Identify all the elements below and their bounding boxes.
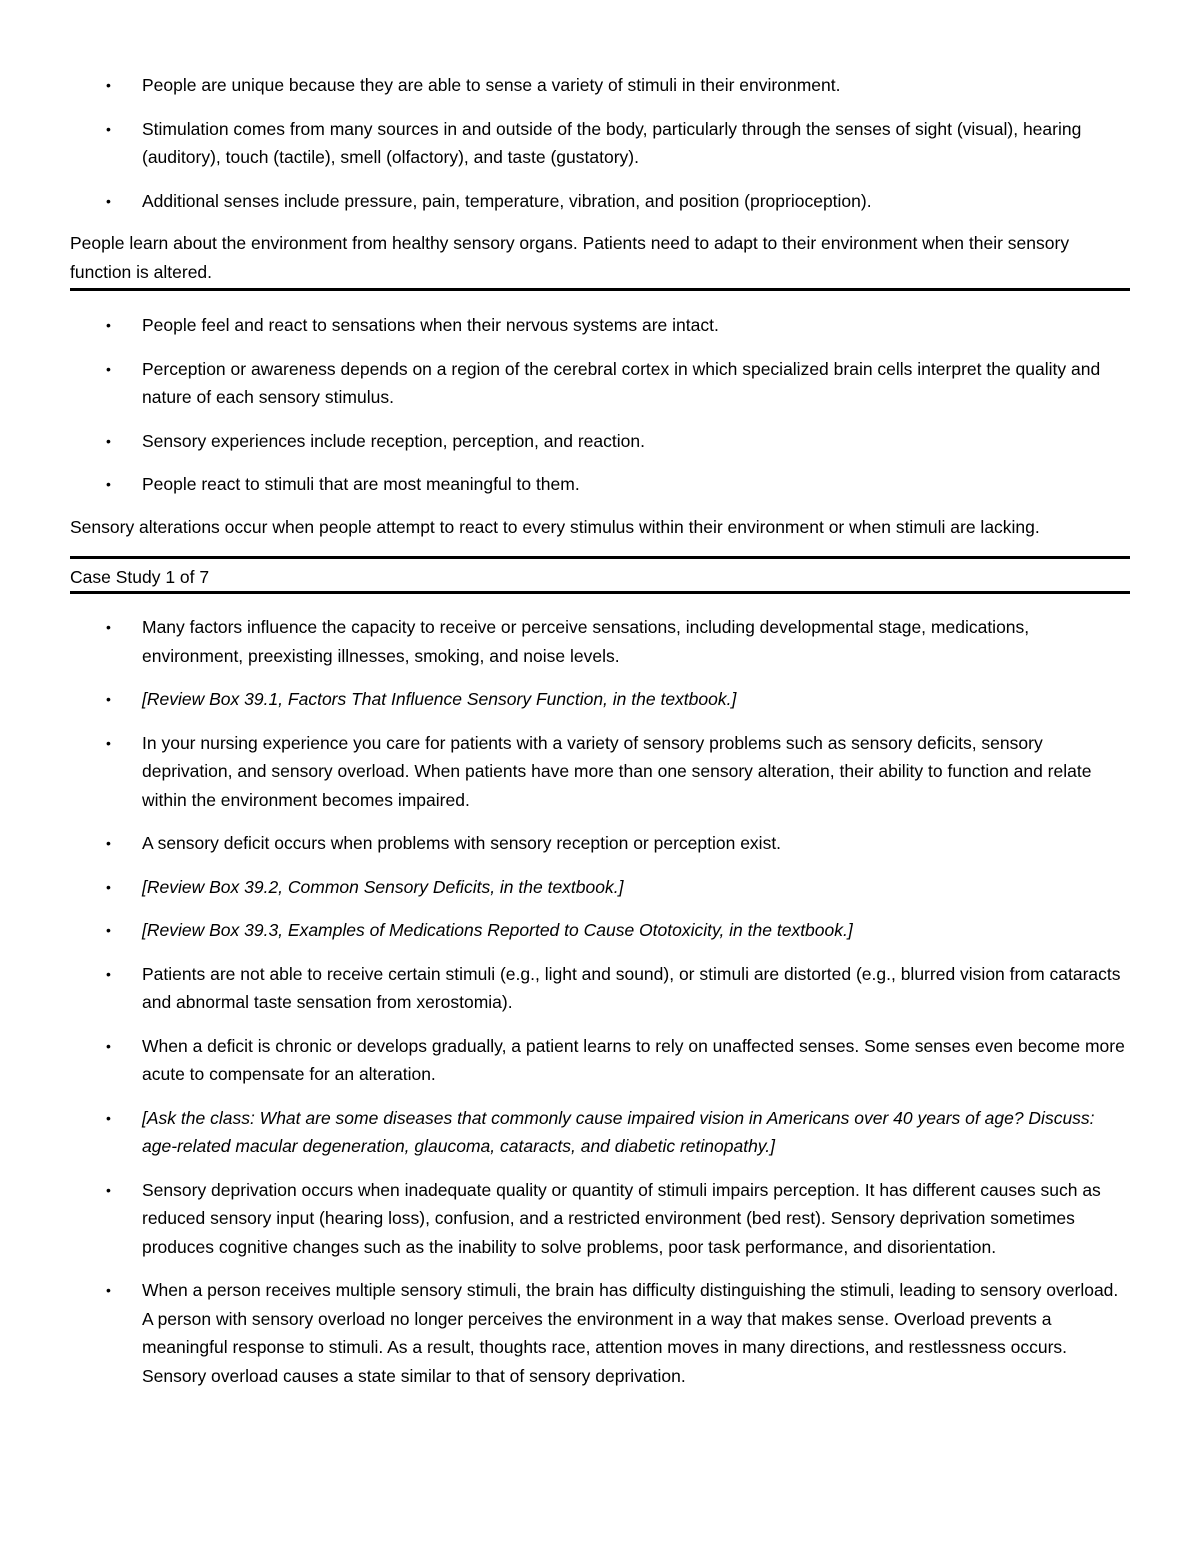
list-item	[70, 187, 1130, 216]
bullet-icon: •	[106, 878, 111, 895]
list-item	[70, 355, 1130, 412]
bullet-text: Additional senses include pressure, pain, temperature, vibration, and position (proprioception).	[142, 190, 872, 211]
list-item	[70, 960, 1130, 1017]
bullet-icon: •	[106, 432, 111, 449]
bullet-text: [Ask the class: What are some diseases that commonly cause impaired vision in Americans over 40 years of age? Discuss: age-related macular degeneration, glaucoma, cataracts, and diabetic retinopathy.]	[142, 1107, 1095, 1156]
bullet-icon: •	[106, 734, 111, 751]
list-item	[70, 685, 1130, 714]
bullet-text: Many factors influence the capacity to receive or perceive sensations, including developmental stage, medications, environment, preexisting illnesses, smoking, and noise levels.	[142, 617, 1030, 666]
section-2-paragraph: Sensory alterations occur when people attempt to react to every stimulus within their environment or when stimuli are lacking.	[70, 516, 1040, 537]
bullet-icon: •	[106, 476, 111, 492]
list-item	[70, 613, 1130, 670]
bullet-text: Perception or awareness depends on a region of the cerebral cortex in which specialized brain cells interpret the quality and nature of each sensory stimulus.	[142, 358, 1101, 407]
bullet-text: Sensory experiences include reception, perception, and reaction.	[142, 430, 645, 451]
bullet-text: [Review Box 39.2, Common Sensory Deficits, in the textbook.]	[142, 876, 624, 897]
bullet-list-section-2	[70, 311, 1130, 499]
bullet-icon: •	[106, 922, 111, 938]
bullet-icon: •	[106, 77, 111, 93]
bullet-text: Sensory deprivation occurs when inadequate quality or quantity of stimuli impairs perception. It has different causes such as reduced sensory input (hearing loss), confusion, and a restricted environment (bed rest). Sensory deprivation sometimes produces cognitive changes such as the inability to solve problems, poor task performance, and disorientation.	[142, 1179, 1101, 1257]
list-item	[70, 1176, 1130, 1262]
bullet-icon: •	[106, 1282, 111, 1298]
bullet-icon: •	[106, 120, 111, 137]
list-item	[70, 829, 1130, 858]
section-divider	[70, 591, 1130, 594]
bullet-text: A sensory deficit occurs when problems with sensory reception or perception exist.	[142, 833, 782, 853]
bullet-text: People feel and react to sensations when their nervous systems are intact.	[142, 315, 719, 335]
bullet-icon: •	[106, 835, 111, 851]
bullet-text: In your nursing experience you care for patients with a variety of sensory problems such as sensory deficits, sensory deprivation, and sensory overload. When patients have more than one sensory alteration, their ability to function and relate within the environment becomes impaired.	[142, 732, 1092, 810]
list-item	[70, 71, 1130, 100]
bullet-icon: •	[106, 1037, 111, 1054]
bullet-icon: •	[106, 317, 111, 333]
section-divider	[70, 556, 1130, 559]
bullet-icon: •	[106, 360, 111, 377]
document-page	[70, 70, 1130, 1405]
bullet-list-section-1	[70, 71, 1130, 215]
list-item	[70, 916, 1130, 945]
bullet-icon: •	[106, 1109, 111, 1126]
list-item	[70, 1032, 1130, 1089]
bullet-text: Patients are not able to receive certain stimuli (e.g., light and sound), or stimuli are distorted (e.g., blurred vision from cataracts and abnormal taste sensation from xerostomia).	[142, 963, 1121, 1012]
section-1-paragraph: People learn about the environment from healthy sensory organs. Patients need to adapt to their environment when their sensory function is altered.	[70, 233, 1070, 282]
bullet-text: People react to stimuli that are most meaningful to them.	[142, 474, 580, 494]
list-item	[70, 1104, 1130, 1161]
bullet-text: [Review Box 39.1, Factors That Influence Sensory Function, in the textbook.]	[142, 689, 737, 709]
case-study-label: Case Study 1 of 7	[70, 567, 210, 587]
bullet-list-section-3	[70, 613, 1130, 1390]
section-divider	[70, 288, 1130, 291]
list-item	[70, 1276, 1130, 1390]
bullet-icon: •	[106, 965, 111, 982]
list-item	[70, 470, 1130, 499]
bullet-text: Stimulation comes from many sources in and outside of the body, particularly through the senses of sight (visual), hearing (auditory), touch (tactile), smell (olfactory), and taste (gustatory).	[142, 118, 1082, 167]
bullet-icon: •	[106, 691, 111, 707]
bullet-text: When a deficit is chronic or develops gradually, a patient learns to rely on unaffected senses. Some senses even become more acute to compensate for an alteration.	[142, 1035, 1125, 1084]
list-item	[70, 427, 1130, 456]
bullet-icon: •	[106, 619, 111, 635]
bullet-icon: •	[106, 1181, 111, 1198]
list-item	[70, 873, 1130, 902]
bullet-text: People are unique because they are able to sense a variety of stimuli in their environment.	[142, 75, 841, 95]
list-item	[70, 115, 1130, 172]
bullet-text: When a person receives multiple sensory stimuli, the brain has difficulty distinguishing the stimuli, leading to sensory overload. A person with sensory overload no longer perceives the environment in a way that makes sense. Overload prevents a meaningful response to stimuli. As a result, thoughts race, attention moves in many directions, and restlessness occurs. Sensory overload causes a state similar to that of sensory deprivation.	[142, 1280, 1119, 1386]
bullet-icon: •	[106, 192, 111, 209]
list-item	[70, 311, 1130, 340]
list-item	[70, 729, 1130, 815]
bullet-text: [Review Box 39.3, Examples of Medications Reported to Cause Ototoxicity, in the textbook.]	[142, 920, 853, 940]
